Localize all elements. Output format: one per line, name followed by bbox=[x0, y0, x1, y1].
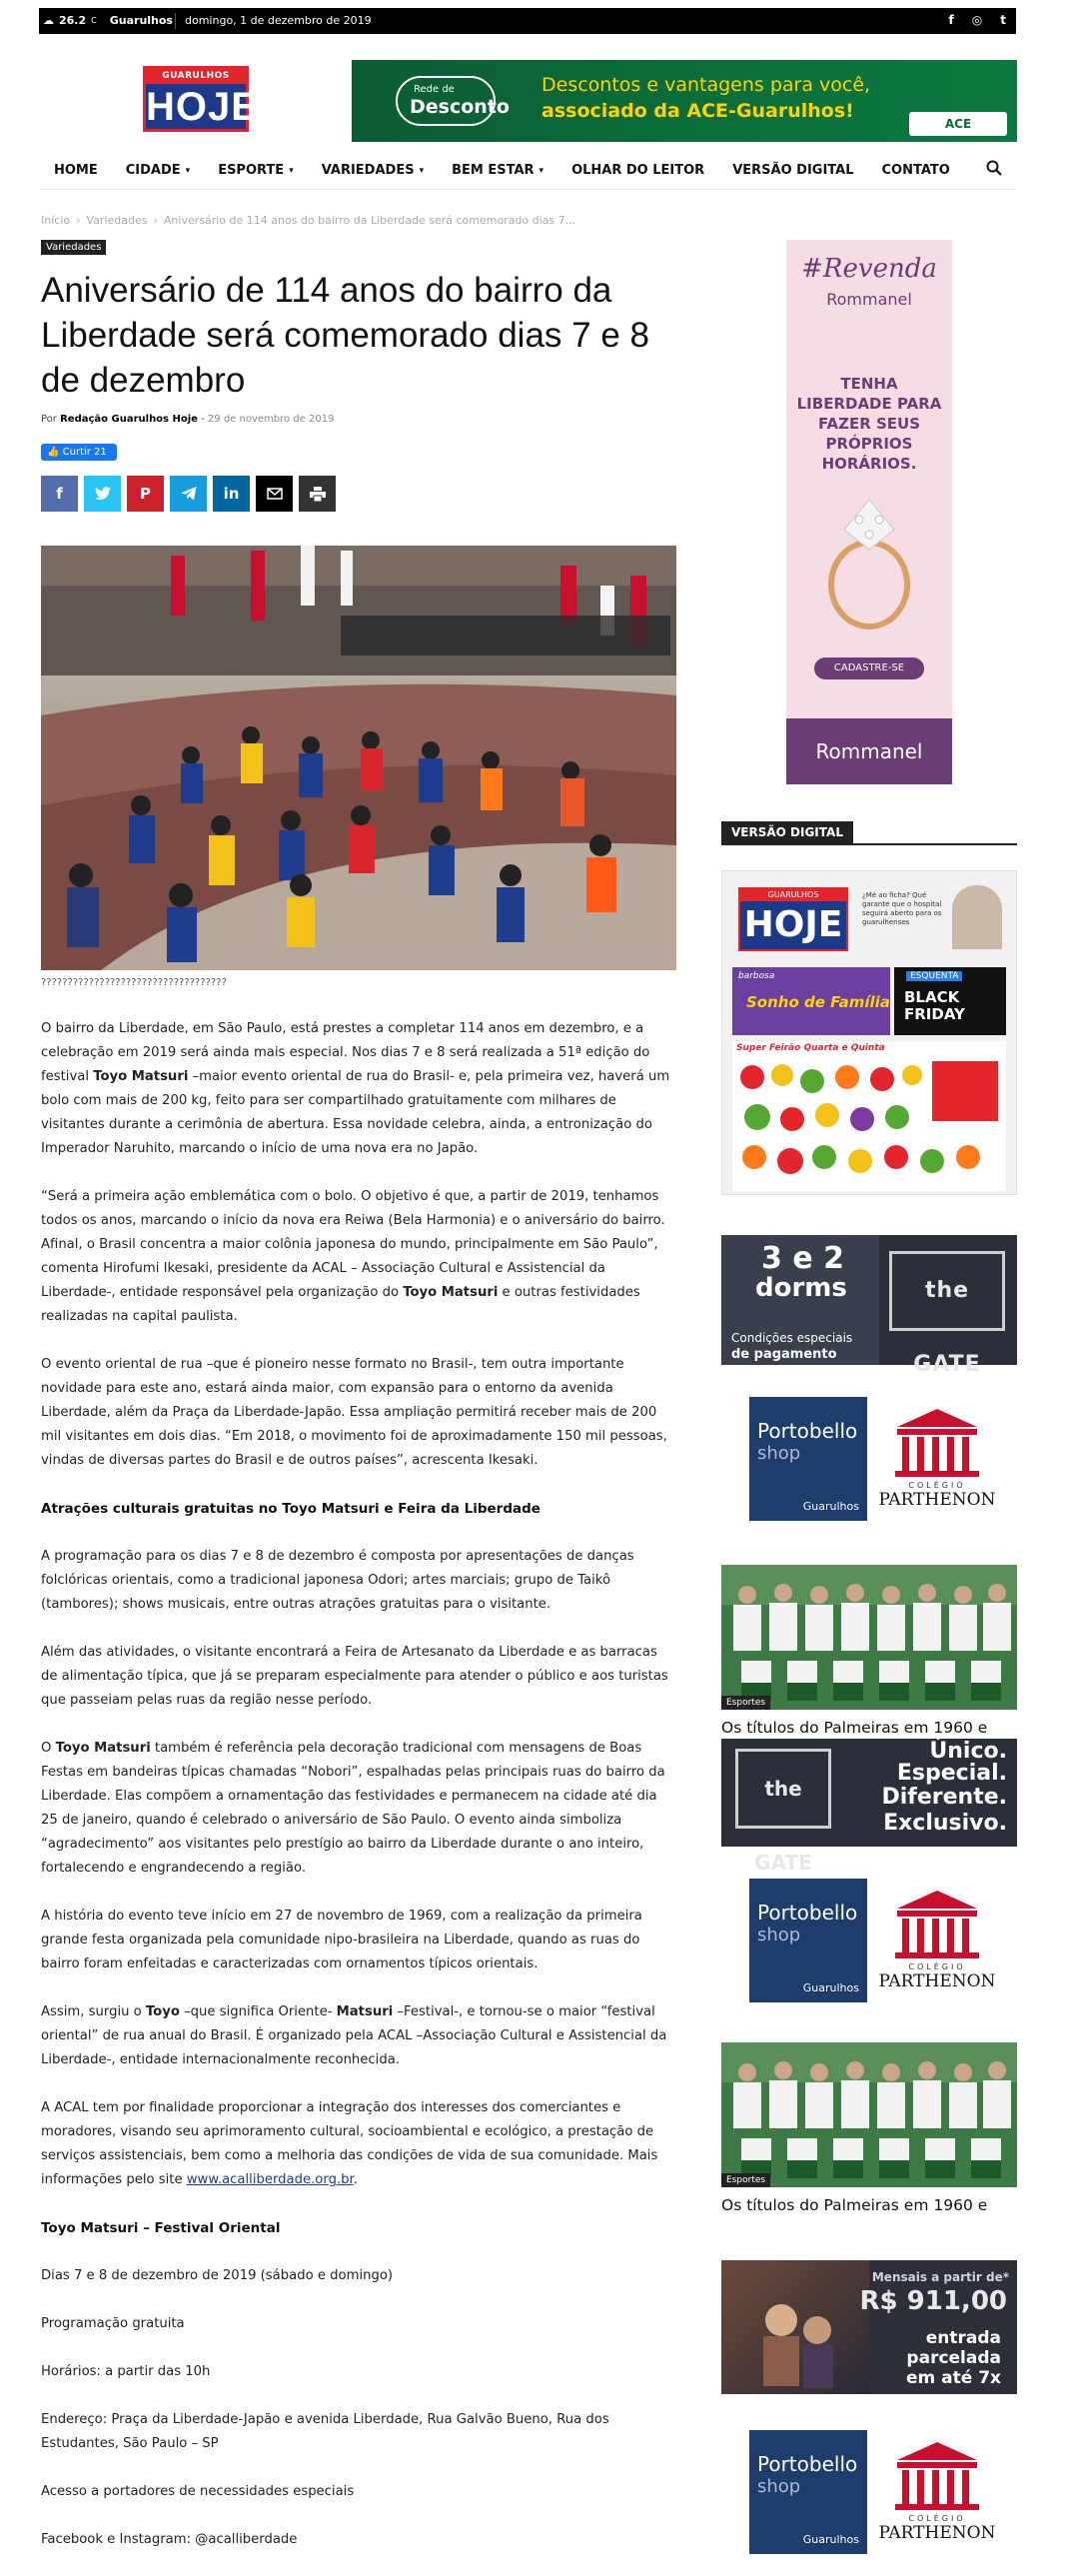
paragraph: A história do evento teve início em 27 de novembro de 1969, com a realização da primeira grande festa organizada pela comunidade nipo-brasileira na Liberdade, quando as ruas do bairro foram enfeitadas e caracterizadas com ornamentos típicos orientais. bbox=[41, 1909, 642, 1971]
ace-logo: ACE bbox=[909, 112, 1007, 136]
header-banner-ad[interactable] bbox=[352, 60, 1017, 142]
school-name: PARTHENON bbox=[878, 1971, 996, 1991]
banner-line-1: Descontos e vantagens para você, bbox=[541, 74, 871, 96]
ring-image bbox=[814, 490, 924, 640]
weather bbox=[43, 14, 173, 27]
school-top: COLÉGIO bbox=[908, 1962, 966, 1971]
publish-date: 29 de novembro de 2019 bbox=[207, 414, 335, 425]
share-buttons bbox=[41, 476, 336, 512]
cover-logo: GUARULHOS HOJE bbox=[738, 887, 848, 951]
paragraph: O Toyo Matsuri também é referência pela decoração tradicional com mensagens de Boas Festas em bandeiras típicas chamadas “Nobori”, espalhadas pelas principais ruas do bairro da Liberdade. Elas compõem a ornamentação das festividades e permanecem na cidade até dia 25 de janeiro, quando é celebrado o aniversário de São Paulo. O evento ainda simboliza “agradecimento” aos visitantes pelo prestígio ao bairro da Liberdade durante o ano inteiro, fortalecendo e engrandecendo a região. bbox=[41, 1741, 665, 1876]
portobello-city: Guarulhos bbox=[802, 1981, 859, 1994]
paragraph: O evento oriental de rua –que é pioneiro nesse formato no Brasil-, tem outra importante novidade para este ano, estará ainda maior, com expansão para o entorno da avenida Liberdade, além da Praça da Liberdade-Japão. Essa ampliação permitirá receber mais de 200 mil visitantes em dois dias. “Em 2018, o movimento foi de aproximadamente 150 mil pessoas, vindas de diversas partes do Brasil e de outros países”, acrescenta Ikesaki. bbox=[41, 1357, 667, 1468]
digital-edition-cover[interactable] bbox=[721, 870, 1017, 1195]
instagram-icon[interactable]: ◎ bbox=[971, 13, 983, 27]
search-icon[interactable] bbox=[986, 160, 1002, 181]
twitter-icon[interactable]: t bbox=[1000, 13, 1006, 27]
byline bbox=[41, 414, 334, 425]
banner-line-2: associado da ACE-Guarulhos! bbox=[541, 100, 854, 122]
temperature: 26.2 bbox=[59, 14, 87, 27]
city: Guarulhos bbox=[109, 14, 173, 27]
portobello-city: Guarulhos bbox=[802, 2533, 859, 2546]
rede-small: Rede de bbox=[414, 84, 455, 95]
cover-portrait bbox=[952, 885, 1002, 949]
the-gate-ad[interactable] bbox=[721, 1235, 1017, 1377]
current-date: domingo, 1 de dezembro de 2019 bbox=[185, 14, 372, 27]
cadastre-se-button[interactable]: CADASTRE-SE bbox=[814, 657, 924, 679]
share-linkedin-button[interactable]: in bbox=[213, 476, 250, 512]
gate-ad-small: Condições especiais bbox=[731, 1331, 853, 1345]
article-body bbox=[41, 1017, 676, 2576]
chevron-down-icon: ▾ bbox=[289, 165, 294, 176]
rommanel-ad[interactable] bbox=[786, 240, 952, 784]
rede-desconto-badge bbox=[396, 76, 510, 126]
portobello-sub: shop bbox=[757, 2476, 801, 2497]
site-logo[interactable] bbox=[143, 66, 259, 132]
temperature-unit: C bbox=[91, 16, 97, 25]
school-top: COLÉGIO bbox=[908, 2514, 966, 2523]
portobello-brand: Portobello bbox=[757, 1901, 858, 1925]
gate-ad-mid: dorms bbox=[755, 1273, 847, 1303]
cover-teaser: ¿Mé ao ficha? Qué garante que o hospital seguirá aberto para os guarulhenses bbox=[862, 891, 942, 926]
esportes-article-image[interactable] bbox=[721, 1565, 1017, 1710]
like-label: Curtir 21 bbox=[62, 447, 107, 458]
portobello-sub: shop bbox=[757, 1925, 801, 1945]
esportes-headline[interactable]: Os títulos do Palmeiras em 1960 e bbox=[721, 2196, 988, 2214]
esportes-headline[interactable]: Os títulos do Palmeiras em 1960 e bbox=[721, 1719, 988, 1737]
info-line: Horários: a partir das 10h bbox=[41, 2364, 211, 2379]
gate-line-1: Único. bbox=[929, 1739, 1007, 1764]
school-top: COLÉGIO bbox=[908, 1481, 966, 1490]
breadcrumb-separator: › bbox=[153, 214, 158, 227]
info-line: Facebook e Instagram: @acalliberdade bbox=[41, 2532, 298, 2547]
esportes-article-image[interactable] bbox=[721, 2042, 1017, 2187]
logo-small-text: GUARULHOS bbox=[146, 69, 246, 84]
info-line: Endereço: Praça da Liberdade-Japão e avenida Liberdade, Rua Galvão Bueno, Rua dos Estudantes, São Paulo – SP bbox=[41, 2412, 609, 2451]
cloud-icon: ☁ bbox=[43, 14, 54, 27]
subheading: Toyo Matsuri – Festival Oriental bbox=[41, 2220, 281, 2236]
price-ad-top: Mensais a partir de* bbox=[871, 2270, 1009, 2284]
gate-line-2: Especial. bbox=[896, 1761, 1007, 1786]
gate-logo: the GATE bbox=[889, 1251, 1005, 1331]
nav-bem-estar[interactable]: BEM ESTAR ▾ bbox=[452, 163, 544, 178]
portobello-parthenon-ad[interactable] bbox=[721, 1397, 1017, 1522]
article-title: Aniversário de 114 anos do bairro da Liberdade será comemorado dias 7 e 8 de dezembro bbox=[41, 271, 649, 400]
byline-prefix: Por bbox=[41, 414, 57, 425]
gate-logo: the GATE bbox=[735, 1749, 831, 1829]
share-twitter-button[interactable] bbox=[84, 476, 121, 512]
the-gate-exclusivo-ad[interactable] bbox=[721, 1739, 1017, 1875]
portobello-brand: Portobello bbox=[757, 2452, 858, 2476]
social-links bbox=[949, 13, 1006, 27]
info-line: Programação gratuita bbox=[41, 2316, 185, 2331]
portobello-city: Guarulhos bbox=[802, 1500, 859, 1513]
nav-esporte[interactable]: ESPORTE ▾ bbox=[218, 163, 294, 178]
share-email-button[interactable] bbox=[256, 476, 293, 512]
byline-dash: - bbox=[201, 414, 208, 425]
nav-cidade[interactable]: CIDADE ▾ bbox=[125, 163, 191, 178]
breadcrumb-section[interactable]: Variedades bbox=[86, 214, 148, 227]
print-button[interactable] bbox=[299, 476, 336, 512]
info-line: Acesso a portadores de necessidades especiais bbox=[41, 2484, 355, 2499]
nav-olhar-do-leitor[interactable]: OLHAR DO LEITOR bbox=[571, 163, 705, 178]
info-line: Dias 7 e 8 de dezembro de 2019 (sábado e domingo) bbox=[41, 2268, 394, 2283]
price-ad-line-1: entrada bbox=[925, 2328, 1001, 2348]
portobello-parthenon-ad[interactable] bbox=[721, 2430, 1017, 2555]
price-ad-price: R$ 911,00 bbox=[859, 2286, 1007, 2316]
subheading: Atrações culturais gratuitas no Toyo Matsuri e Feira da Liberdade bbox=[41, 1501, 540, 1517]
rommanel-name: Rommanel bbox=[826, 290, 912, 309]
nav-home[interactable]: HOME bbox=[54, 163, 98, 178]
author-link[interactable]: Redação Guarulhos Hoje bbox=[60, 414, 198, 425]
nav-variedades[interactable]: VARIEDADES ▾ bbox=[321, 163, 425, 178]
share-telegram-button[interactable] bbox=[170, 476, 207, 512]
facebook-like-button[interactable] bbox=[41, 444, 117, 461]
article-photo bbox=[41, 546, 676, 970]
gate-ad-bold: de pagamento bbox=[731, 1347, 837, 1362]
cover-feira: Super Feirão Quarta e Quinta bbox=[732, 1041, 1006, 1191]
share-facebook-button[interactable]: f bbox=[41, 476, 78, 512]
esportes-label: Esportes bbox=[721, 2173, 770, 2187]
chevron-down-icon: ▾ bbox=[538, 165, 544, 176]
paragraph: Além das atividades, o visitante encontrará a Feira de Artesanato da Liberdade e as barracas de alimentação típica, que já se preparam especialmente para atender o público e aos turistas que passeiam pelas ruas da região nesse período. bbox=[41, 1645, 668, 1708]
apartment-price-ad[interactable] bbox=[721, 2260, 1017, 2394]
breadcrumb-home[interactable]: Início bbox=[41, 214, 71, 227]
chevron-down-icon: ▾ bbox=[419, 165, 425, 176]
breadcrumb bbox=[41, 214, 575, 227]
gate-ad-big: 3 e 2 bbox=[761, 1241, 844, 1276]
cover-promo-1: barbosa Sonho de Família bbox=[732, 967, 890, 1035]
school-name: PARTHENON bbox=[878, 1490, 996, 1510]
rommanel-tagline: TENHA LIBERDADE PARA FAZER SEUS PRÓPRIOS HORÁRIOS. bbox=[796, 375, 942, 473]
breadcrumb-separator: › bbox=[76, 214, 81, 227]
portobello-parthenon-ad[interactable] bbox=[721, 1879, 1017, 2003]
portobello-sub: shop bbox=[757, 1443, 801, 1464]
nav-versao-digital[interactable]: VERSÃO DIGITAL bbox=[732, 163, 854, 178]
school-name: PARTHENON bbox=[878, 2523, 996, 2543]
rommanel-footer-logo: Rommanel bbox=[786, 718, 952, 784]
gate-line-3: Diferente. bbox=[881, 1785, 1007, 1810]
chevron-down-icon: ▾ bbox=[185, 165, 191, 176]
paragraph: Assim, surgiu o Toyo –que significa Oriente- Matsuri –Festival-, e tornou-se o maior “festival oriental” de rua anual do Brasil. É organizado pela ACAL –Associação Cultural e Assistencial da Liberdade-, entidade internacionalmente reconhecida. bbox=[41, 2004, 667, 2067]
acal-website-link[interactable]: www.acalliberdade.org.br bbox=[186, 2172, 354, 2187]
thumbs-up-icon: 👍 bbox=[47, 447, 60, 458]
logo-big-text: HOJE bbox=[146, 85, 259, 129]
facebook-icon[interactable]: f bbox=[948, 13, 954, 27]
paragraph: A ACAL tem por finalidade proporcionar a integração dos interesses dos comerciantes e moradores, visando seu aprimoramento cultural, socioambiental e ecológico, a prestação de serviços assistenciais, bem como a melhoria das condições de vida de sua comunidade. Mais informações pelo site www.acalliberdade.org.br. bbox=[41, 2100, 658, 2187]
esportes-label: Esportes bbox=[721, 1696, 770, 1710]
breadcrumb-current: Aniversário de 114 anos do bairro da Liberdade será comemorado dias 7... bbox=[163, 214, 576, 227]
rede-big: Desconto bbox=[410, 96, 510, 118]
share-pinterest-button[interactable]: P bbox=[127, 476, 164, 512]
rommanel-revenda: #Revenda bbox=[801, 254, 937, 284]
price-ad-line-2: parcelada bbox=[906, 2348, 1001, 2368]
divider bbox=[175, 13, 176, 29]
price-ad-line-3: em até 7x bbox=[905, 2368, 1001, 2388]
versao-digital-heading: VERSÃO DIGITAL bbox=[721, 821, 1017, 845]
category-tag[interactable]: Variedades bbox=[41, 240, 106, 255]
photo-caption: ??????????????????????????????????? bbox=[41, 977, 227, 988]
paragraph: “Será a primeira ação emblemática com o bolo. O objetivo é que, a partir de 2019, tenhamos todos os anos, marcando o início da nova era Reiwa (Bela Harmonia) e o aniversário do bairro. Afinal, o Brasil concentra a maior colônia japonesa do mundo, principalmente em São Paulo”, comenta Hirofumi Ikesaki, presidente da ACAL – Associação Cultural e Assistencial da Liberdade-, entidade responsável pela organização do Toyo Matsuri e outras festividades realizadas na capital paulista. bbox=[41, 1189, 665, 1324]
top-bar bbox=[39, 8, 1016, 34]
cover-promo-2: ESQUENTA BLACK FRIDAY bbox=[894, 967, 1006, 1035]
portobello-brand: Portobello bbox=[757, 1419, 858, 1443]
paragraph: A programação para os dias 7 e 8 de dezembro é composta por apresentações de danças folclóricas orientais, como a tradicional japonesa Odori; artes marciais; grupo de Taikô (tambores); shows musicais, entre outras atrações gratuitas para o visitante. bbox=[41, 1549, 634, 1612]
nav-contato[interactable]: CONTATO bbox=[881, 163, 950, 178]
paragraph: O bairro da Liberdade, em São Paulo, está prestes a completar 114 anos em dezembro, e a celebração em 2019 será ainda mais especial. Nos dias 7 e 8 será realizada a 51ª edição do festival Toyo Matsuri –maior evento oriental de rua do Brasil- e, pela primeira vez, haverá um bolo com mais de 200 kg, feito para ser compartilhado gratuitamente com milhares de visitantes durante a cerimônia de abertura. Essa novidade celebra, ainda, a entronização do Imperador Naruhito, marcando o início de uma nova era no Japão. bbox=[41, 1021, 670, 1156]
gate-line-4: Exclusivo. bbox=[883, 1811, 1007, 1836]
main-nav bbox=[39, 152, 1016, 190]
